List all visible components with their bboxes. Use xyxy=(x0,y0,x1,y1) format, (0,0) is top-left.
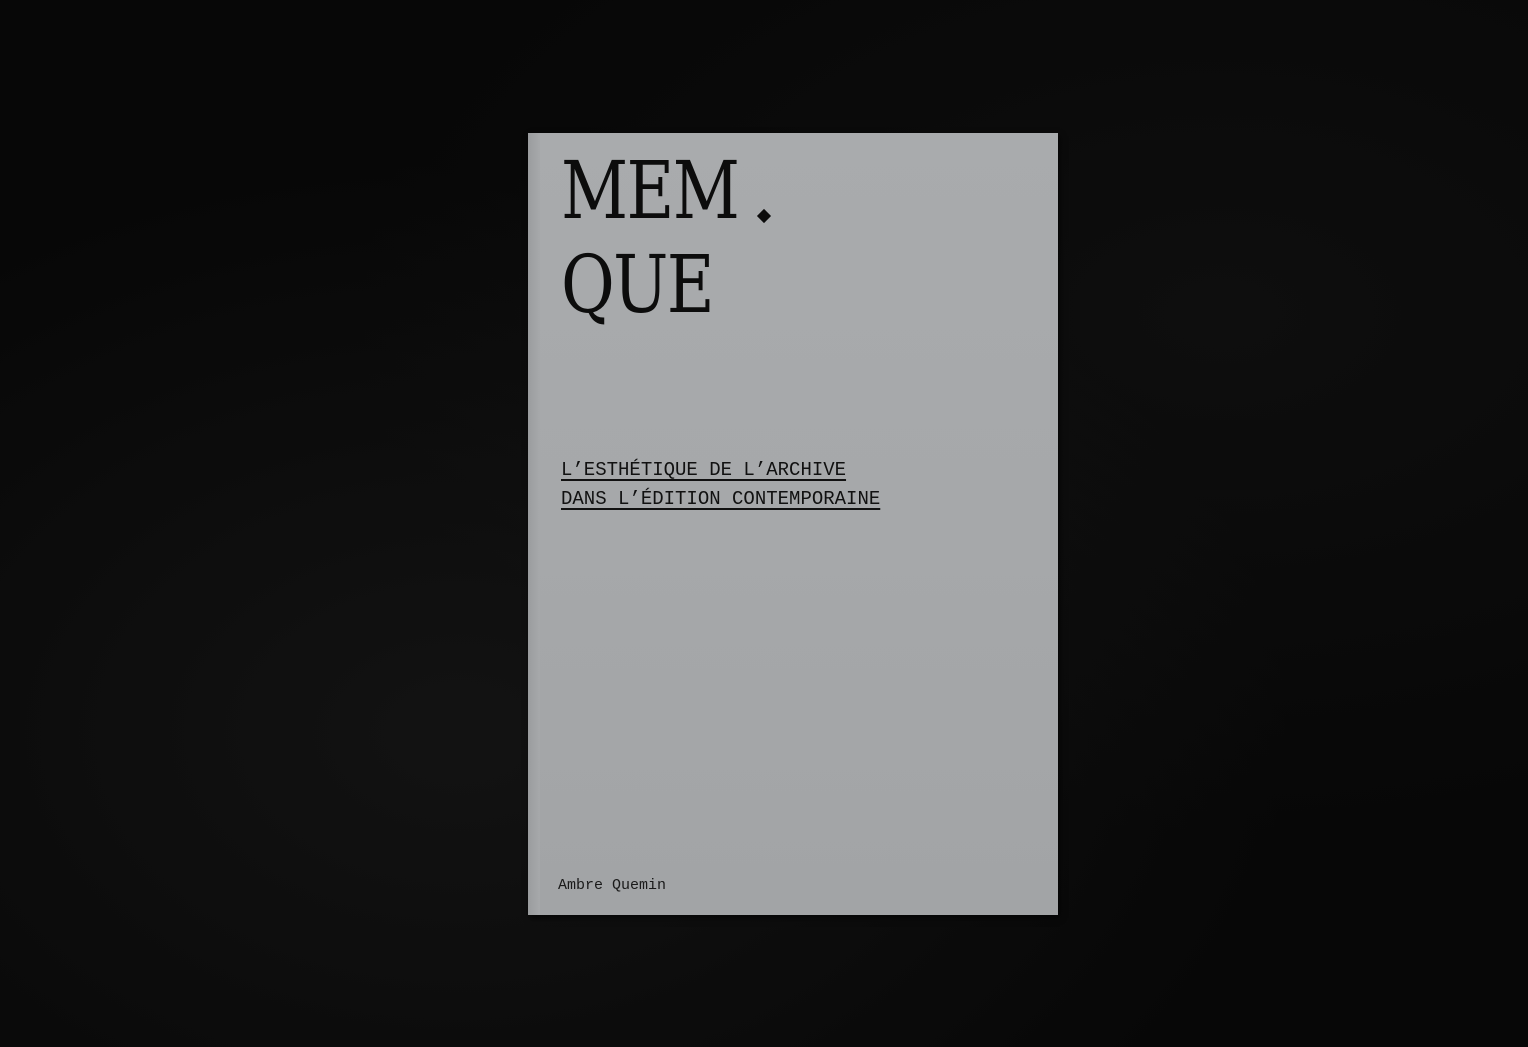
title-line-2: QUE xyxy=(561,238,714,331)
diamond-mark-icon xyxy=(757,209,771,223)
book-cover xyxy=(528,133,1058,915)
book-spine-edge xyxy=(528,133,540,915)
subtitle-line-1: L’ESTHÉTIQUE DE L’ARCHIVE xyxy=(561,459,847,481)
subtitle-line-2: DANS L’ÉDITION CONTEMPORAINE xyxy=(561,488,881,510)
subtitle xyxy=(561,456,880,514)
title-line-1: MEM xyxy=(561,144,739,237)
author-name: Ambre Quemin xyxy=(558,877,667,894)
